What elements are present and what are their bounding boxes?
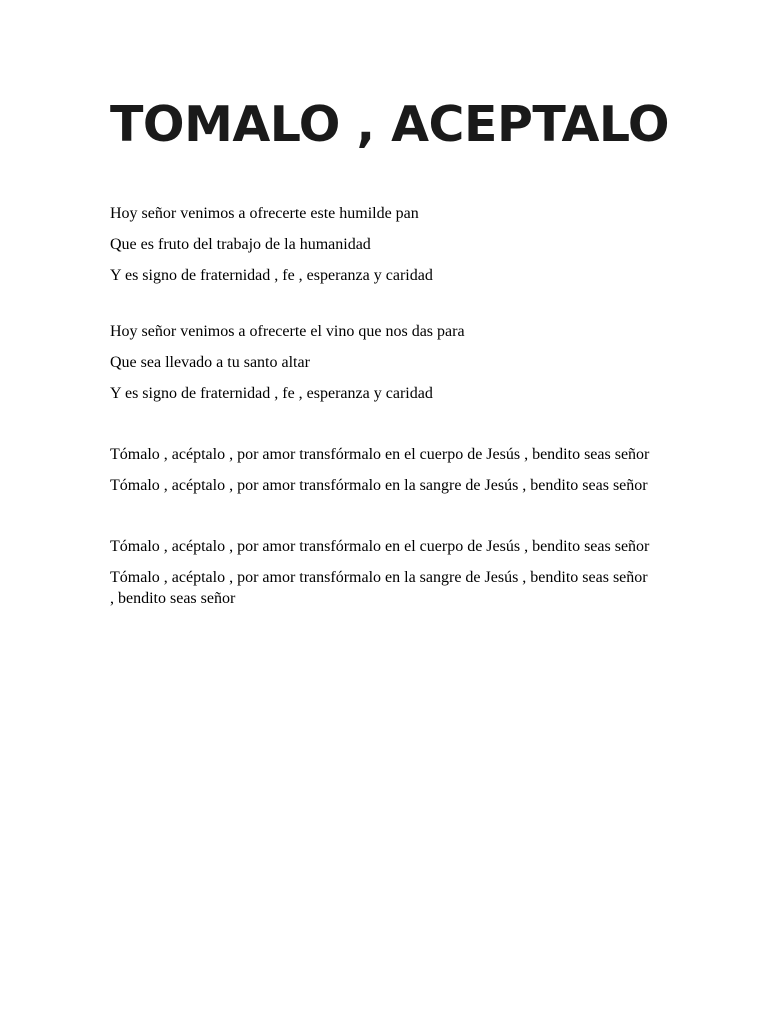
lyric-line: Hoy señor venimos a ofrecerte el vino que nos das para <box>110 323 465 340</box>
chorus-line: Tómalo , acéptalo , por amor transfórmalo en la sangre de Jesús , bendito seas señor <box>110 477 648 494</box>
lyric-line: Que sea llevado a tu santo altar <box>110 354 310 371</box>
chorus-line: Tómalo , acéptalo , por amor transfórmalo en el cuerpo de Jesús , bendito seas señor <box>110 446 650 463</box>
lyric-line: Y es signo de fraternidad , fe , esperanza y caridad <box>110 385 433 402</box>
lyric-line: Hoy señor venimos a ofrecerte este humilde pan <box>110 205 419 222</box>
chorus-line: Tómalo , acéptalo , por amor transfórmalo en la sangre de Jesús , bendito seas señor , bendito seas señor <box>110 569 648 607</box>
lyrics-body <box>110 203 655 609</box>
lyric-line: Que es fruto del trabajo de la humanidad <box>110 236 371 253</box>
song-title: TOMALO , ACEPTALO <box>110 96 670 153</box>
lyric-line: Y es signo de fraternidad , fe , esperanza y caridad <box>110 267 433 284</box>
chorus-line: Tómalo , acéptalo , por amor transfórmalo en el cuerpo de Jesús , bendito seas señor <box>110 538 650 555</box>
